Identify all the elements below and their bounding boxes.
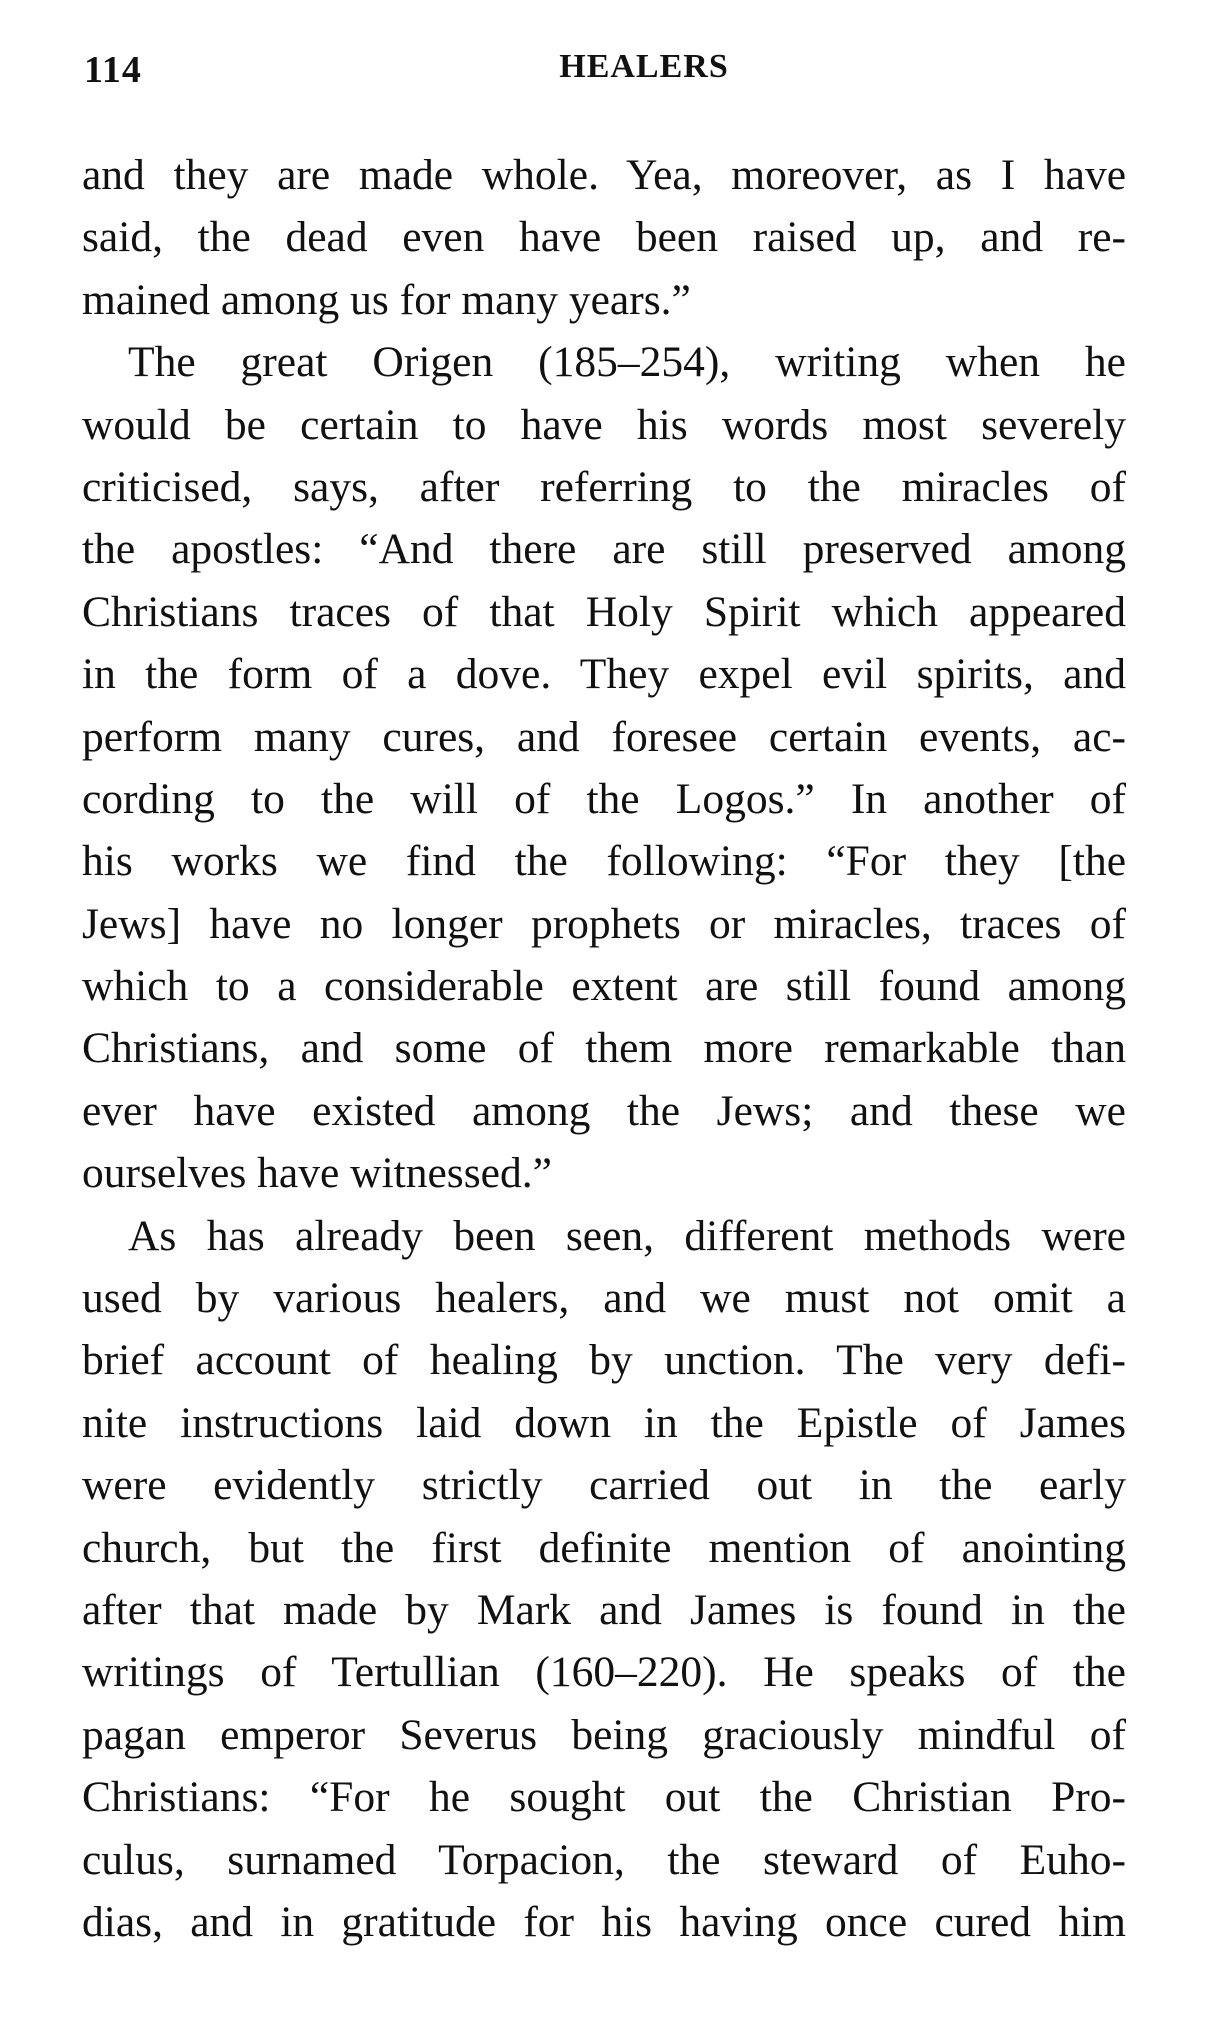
text-line: would be certain to have his words most severely bbox=[82, 400, 1126, 449]
text-line: Christians: “For he sought out the Christian Pro- bbox=[82, 1773, 1126, 1822]
text-line: dias, and in gratitude for his having once cured him bbox=[82, 1897, 1126, 1946]
text-line: perform many cures, and foresee certain events, ac- bbox=[82, 712, 1126, 761]
text-line: As has already been seen, different methods were bbox=[128, 1211, 1126, 1260]
text-line: pagan emperor Severus being graciously mindful of bbox=[82, 1710, 1126, 1759]
text-line: brief account of healing by unction. The very defi- bbox=[82, 1336, 1126, 1385]
text-line: writings of Tertullian (160–220). He speaks of the bbox=[82, 1648, 1126, 1697]
text-line: Christians, and some of them more remarkable than bbox=[82, 1024, 1126, 1073]
text-line: ever have existed among the Jews; and these we bbox=[82, 1086, 1126, 1135]
text-line: culus, surnamed Torpacion, the steward of Euho- bbox=[82, 1835, 1126, 1884]
text-line: used by various healers, and we must not omit a bbox=[82, 1274, 1126, 1323]
text-line: said, the dead even have been raised up, and re- bbox=[82, 213, 1126, 262]
text-line: mained among us for many years.” bbox=[82, 275, 691, 324]
text-line: Christians traces of that Holy Spirit which appeared bbox=[82, 587, 1126, 636]
text-line: cording to the will of the Logos.” In another of bbox=[82, 774, 1126, 823]
text-line: Jews] have no longer prophets or miracles, traces of bbox=[82, 899, 1126, 948]
text-line: after that made by Mark and James is found in the bbox=[82, 1585, 1126, 1634]
text-line: The great Origen (185–254), writing when he bbox=[128, 338, 1126, 387]
body-text bbox=[82, 144, 1126, 1953]
text-line: in the form of a dove. They expel evil spirits, and bbox=[82, 650, 1126, 699]
text-line: ourselves have witnessed.” bbox=[82, 1149, 552, 1198]
text-line: and they are made whole. Yea, moreover, as I have bbox=[82, 151, 1126, 199]
text-line: were evidently strictly carried out in the early bbox=[82, 1461, 1126, 1510]
running-title: HEALERS bbox=[559, 48, 729, 85]
text-line: which to a considerable extent are still found among bbox=[82, 962, 1126, 1011]
page-number: 114 bbox=[84, 49, 142, 91]
running-head bbox=[84, 48, 1124, 104]
text-line: nite instructions laid down in the Epistle of James bbox=[82, 1398, 1126, 1447]
text-line: his works we find the following: “For they [the bbox=[82, 837, 1126, 886]
text-line: church, but the first definite mention of anointing bbox=[82, 1523, 1126, 1572]
text-line: the apostles: “And there are still preserved among bbox=[82, 525, 1126, 574]
text-line: criticised, says, after referring to the miracles of bbox=[82, 462, 1126, 511]
